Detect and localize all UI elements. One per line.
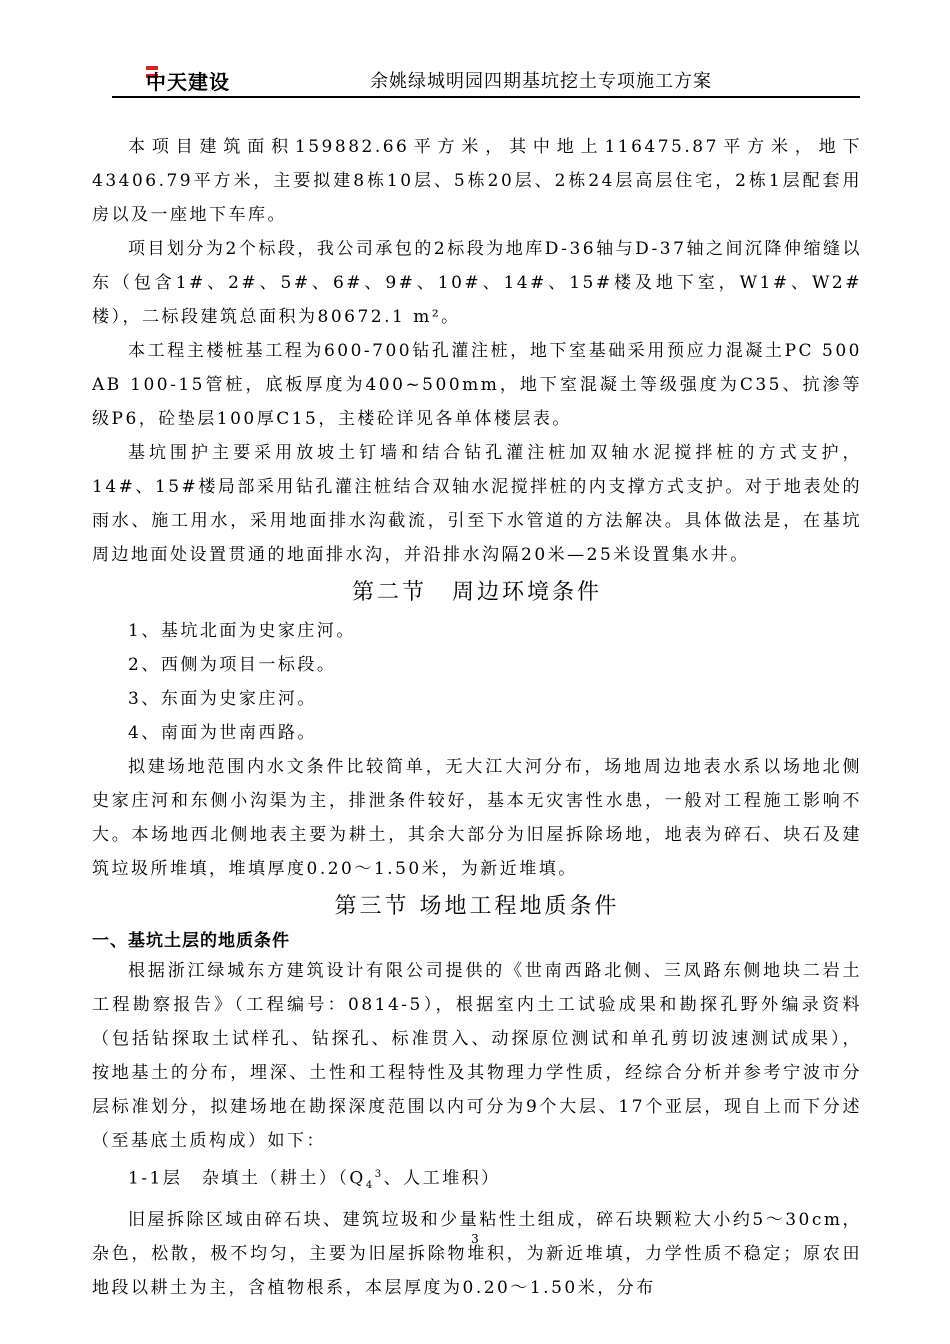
subsection-heading: 一、基坑土层的地质条件 (92, 931, 290, 951)
page-body (92, 130, 862, 1305)
layer-superscript: 3 (374, 1169, 384, 1180)
list-item: 1、基坑北面为史家庄河。 (128, 621, 356, 641)
list-item: 2、西侧为项目一标段。 (128, 655, 337, 675)
section-3-paragraph-1: 根据浙江绿城东方建筑设计有限公司提供的《世南西路北侧、三凤路东侧地块二岩土工程勘察报告》（工程编号：0814-5），根据室内土工试验成果和勘探孔野外编录资料（包括钻探取土试样孔、钻探孔、标准贯入、动探原位测试和单孔剪切波速测试成果），按地基土的分布，埋深、土性和工程特性及其物理力学性质，经综合分析并参考宁波市分层标准划分，拟建场地在勘探深度范围以内可分为9个大层、17个亚层，现自上而下分述（至基底土质构成）如下： (92, 961, 862, 1151)
layer-label: 1-1层 杂填土（耕土）（ (128, 1168, 350, 1189)
document-title: 余姚绿城明园四期基坑挖土专项施工方案 (370, 71, 712, 92)
company-name: 中天建设 (146, 70, 230, 94)
layer-rest: 、人工堆积） (383, 1168, 501, 1189)
layer-subscript: 4 (365, 1180, 375, 1192)
section-3-heading: 第三节 场地工程地质条件 (334, 894, 620, 919)
intro-paragraph-4: 基坑围护主要采用放坡土钉墙和结合钻孔灌注桩加双轴水泥搅拌桩的方式支护，14#、15#楼局部采用钻孔灌注桩结合双轴水泥搅拌桩的内支撑方式支护。对于地表处的雨水、施工用水，采用地面排水沟截流，引至下水管道的方法解决。具体做法是，在基坑周边地面处设置贯通的地面排水沟，并沿排水沟隔20米—25米设置集水井。 (92, 443, 862, 565)
list-item: 4、南面为世南西路。 (128, 723, 317, 743)
layer-q: Q (349, 1168, 366, 1189)
page-number: 3 (471, 1232, 479, 1246)
layer-heading (92, 1158, 862, 1203)
section-2-heading: 第二节 周边环境条件 (351, 580, 602, 605)
list-item: 3、东面为史家庄河。 (128, 689, 317, 709)
intro-paragraph-1: 本项目建筑面积159882.66平方米，其中地上116475.87平方米，地下43406.79平方米，主要拟建8栋10层、5栋20层、2栋24层高层住宅，2栋1层配套用房以及一座地下车库。 (92, 137, 862, 225)
intro-paragraph-3: 本工程主楼桩基工程为600-700钻孔灌注桩，地下室基础采用预应力混凝土PC 500 AB 100-15管桩，底板厚度为400~500mm，地下室混凝土等级强度为C35、抗渗等级P6，砼垫层100厚C15，主楼砼详见各单体楼层表。 (92, 341, 862, 429)
page-header (112, 52, 860, 98)
intro-paragraph-2: 项目划分为2个标段，我公司承包的2标段为地库D-36轴与D-37轴之间沉降伸缩缝以东（包含1#、2#、5#、6#、9#、10#、14#、15#楼及地下室，W1#、W2#楼），二标段建筑总面积为80672.1 m²。 (92, 239, 862, 327)
section-3-paragraph-2: 旧屋拆除区域由碎石块、建筑垃圾和少量粘性土组成，碎石块颗粒大小约5～30cm，杂色，松散，极不均匀，主要为旧屋拆除物堆积，为新近堆填，力学性质不稳定；原农田地段以耕土为主，含植物根系，本层厚度为0.20～1.50米，分布 (92, 1210, 862, 1299)
section-2-paragraph: 拟建场地范围内水文条件比较简单，无大江大河分布，场地周边地表水系以场地北侧史家庄河和东侧小沟渠为主，排泄条件较好，基本无灾害性水患，一般对工程施工影响不大。本场地西北侧地表主要为耕土，其余大部分为旧屋拆除场地，地表为碎石、块石及建筑垃圾所堆填，堆填厚度0.20～1.50米，为新近堆填。 (92, 757, 862, 879)
